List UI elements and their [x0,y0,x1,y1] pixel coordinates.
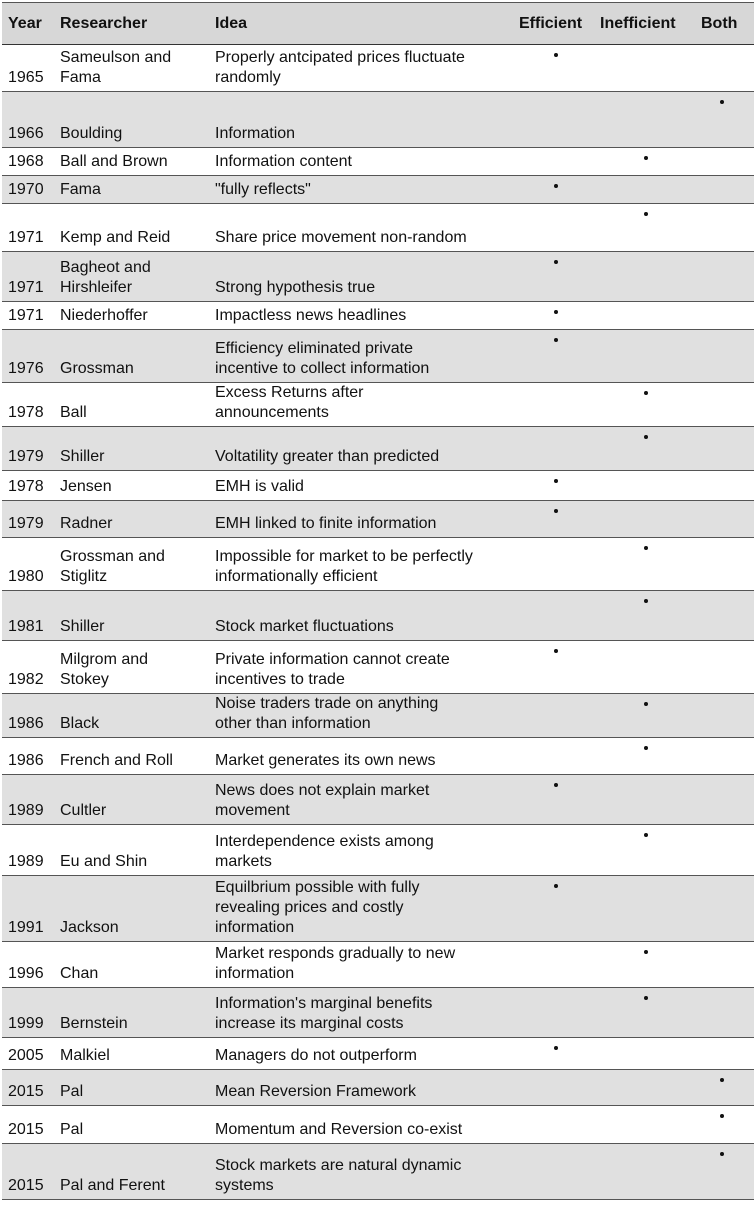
researcher-cell: Jackson [60,919,119,936]
inefficient-mark [644,950,648,954]
idea-cell: Share price movement non-random [215,229,467,246]
year-cell: 1978 [8,478,44,495]
both-mark [720,1078,724,1082]
efficient-mark [554,1046,558,1050]
both-mark [720,1114,724,1118]
efficient-mark [554,649,558,653]
idea-cell: Managers do not outperform [215,1047,417,1064]
idea-cell: News does not explain market movement [215,782,430,819]
table-row [2,825,754,876]
year-cell: 1991 [8,919,44,936]
idea-cell: Stock market fluctuations [215,618,394,635]
header-idea: Idea [215,14,248,32]
idea-cell: Mean Reversion Framework [215,1083,416,1100]
efficient-market-hypothesis-table [2,2,754,1200]
researcher-cell: Fama [60,181,101,198]
table-row [2,641,754,694]
table-row [2,252,754,302]
researcher-cell: Niederhoffer [60,307,148,324]
researcher-cell: Radner [60,515,113,532]
researcher-cell: Milgrom and Stokey [60,651,149,688]
header-inefficient: Inefficient [600,14,676,32]
researcher-cell: Pal [60,1083,84,1100]
researcher-cell: Bagheot and Hirshleifer [60,259,151,296]
inefficient-mark [644,546,648,550]
table-row [2,501,754,538]
researcher-cell: Chan [60,965,99,982]
idea-cell: Noise traders trade on anything other than information [215,695,439,732]
header-both: Both [701,14,738,32]
table-row [2,1144,754,1200]
year-cell: 1996 [8,965,44,982]
year-cell: 1981 [8,618,44,635]
researcher-cell: Eu and Shin [60,853,148,870]
year-cell: 1971 [8,307,44,324]
year-cell: 1989 [8,802,44,819]
table-row [2,383,754,427]
year-cell: 1982 [8,671,44,688]
year-cell: 1965 [8,69,44,86]
idea-cell: EMH linked to finite information [215,515,437,532]
year-cell: 1986 [8,715,44,732]
year-cell: 1978 [8,404,44,421]
efficient-mark [554,479,558,483]
idea-cell: Interdependence exists among markets [215,833,434,870]
year-cell: 1971 [8,279,44,296]
idea-cell: Market responds gradually to new information [215,945,456,982]
inefficient-mark [644,996,648,1000]
table-row [2,738,754,775]
table-header-row [2,2,754,45]
year-cell: 1989 [8,853,44,870]
efficient-mark [554,260,558,264]
table-row [2,591,754,641]
year-cell: 1986 [8,752,44,769]
year-cell: 2015 [8,1083,44,1100]
idea-cell: Impossible for market to be perfectly informationally efficient [215,548,473,585]
efficient-mark [554,884,558,888]
inefficient-mark [644,702,648,706]
idea-cell: Properly antcipated prices fluctuate randomly [215,49,465,86]
researcher-cell: Sameulson and Fama [60,49,172,86]
inefficient-mark [644,599,648,603]
inefficient-mark [644,833,648,837]
researcher-cell: Ball and Brown [60,153,168,170]
researcher-cell: Malkiel [60,1047,110,1064]
researcher-cell: Shiller [60,448,105,465]
header-year: Year [8,14,42,32]
year-cell: 2015 [8,1121,44,1138]
idea-cell: Efficiency eliminated private incentive to collect information [215,340,430,377]
table-row [2,176,754,204]
idea-cell: Voltatility greater than predicted [215,448,440,465]
efficient-mark [554,184,558,188]
idea-cell: Excess Returns after announcements [215,384,364,421]
year-cell: 2005 [8,1047,44,1064]
idea-cell: Equilbrium possible with fully revealing prices and costly information [215,879,420,936]
inefficient-mark [644,391,648,395]
researcher-cell: Jensen [60,478,112,495]
researcher-cell: Grossman and Stiglitz [60,548,165,585]
idea-cell: Market generates its own news [215,752,436,769]
efficient-mark [554,338,558,342]
idea-cell: Private information cannot create incentives to trade [215,651,450,688]
year-cell: 1980 [8,568,44,585]
efficient-mark [554,53,558,57]
idea-cell: Stock markets are natural dynamic systems [215,1157,462,1194]
year-cell: 1976 [8,360,44,377]
idea-cell: Information's marginal benefits increase its marginal costs [215,995,433,1032]
idea-cell: "fully reflects" [215,181,311,198]
researcher-cell: Boulding [60,125,123,142]
table-row [2,471,754,501]
inefficient-mark [644,746,648,750]
inefficient-mark [644,435,648,439]
year-cell: 1970 [8,181,44,198]
efficient-mark [554,783,558,787]
table-row [2,330,754,383]
table-row [2,1106,754,1144]
table-row [2,775,754,825]
idea-cell: Impactless news headlines [215,307,407,324]
table-row [2,45,754,92]
table-row [2,1038,754,1070]
both-mark [720,100,724,104]
header-researcher: Researcher [60,14,148,32]
year-cell: 1971 [8,229,44,246]
table-row [2,148,754,176]
idea-cell: Momentum and Reversion co-exist [215,1121,463,1138]
researcher-cell: Pal [60,1121,84,1138]
year-cell: 1968 [8,153,44,170]
year-cell: 1979 [8,448,44,465]
researcher-cell: Bernstein [60,1015,128,1032]
table-row [2,427,754,471]
researcher-cell: Black [60,715,100,732]
year-cell: 1966 [8,125,44,142]
year-cell: 1999 [8,1015,44,1032]
researcher-cell: Kemp and Reid [60,229,171,246]
researcher-cell: French and Roll [60,752,173,769]
researcher-cell: Shiller [60,618,105,635]
idea-cell: Strong hypothesis true [215,279,376,296]
researcher-cell: Pal and Ferent [60,1177,165,1194]
table-row [2,538,754,591]
inefficient-mark [644,156,648,160]
year-cell: 2015 [8,1177,44,1194]
idea-cell: Information [215,125,296,142]
idea-cell: EMH is valid [215,478,304,495]
inefficient-mark [644,212,648,216]
table-row [2,694,754,738]
table-row [2,92,754,148]
efficient-mark [554,310,558,314]
header-efficient: Efficient [519,14,583,32]
idea-cell: Information content [215,153,352,170]
year-cell: 1979 [8,515,44,532]
table-row [2,204,754,252]
table-row [2,988,754,1038]
table-row [2,1070,754,1106]
researcher-cell: Cultler [60,802,107,819]
table-row [2,876,754,942]
both-mark [720,1152,724,1156]
researcher-cell: Grossman [60,360,134,377]
table-row [2,302,754,330]
table-row [2,942,754,988]
efficient-mark [554,509,558,513]
researcher-cell: Ball [60,404,87,421]
